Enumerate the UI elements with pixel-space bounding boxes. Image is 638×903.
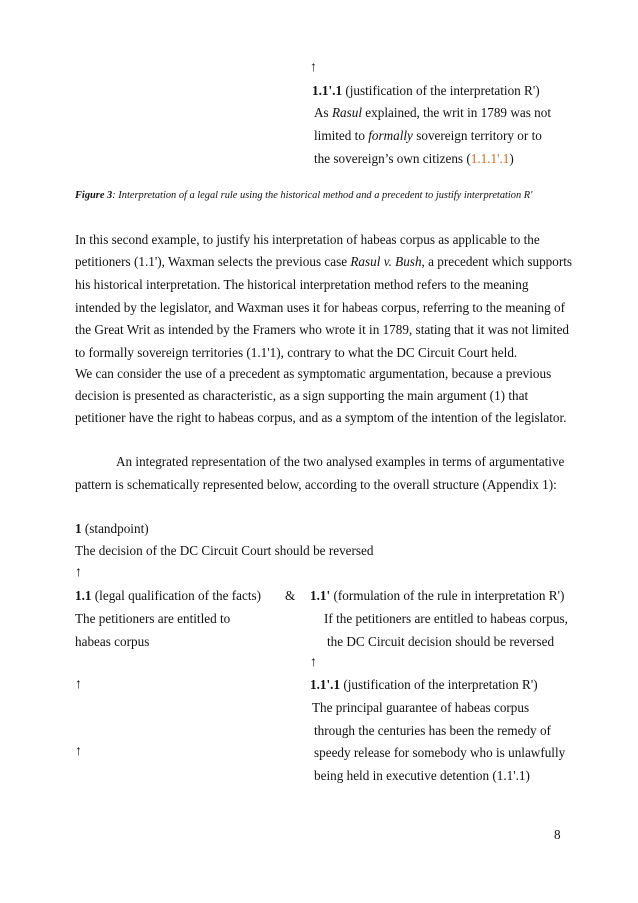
top-node-line-3: [314, 151, 514, 167]
left-node-line-1: The petitioners are entitled to: [75, 611, 231, 626]
left-node-line-2: habeas corpus: [75, 634, 150, 649]
text: , a precedent which supports: [421, 254, 573, 269]
right-node-label: 1.1': [310, 588, 331, 603]
italic-text: formally: [368, 128, 413, 143]
justification-label: 1.1'.1: [310, 677, 341, 692]
italic-text: Rasul: [331, 105, 362, 120]
standpoint-decision: The decision of the DC Circuit Court should be reversed: [75, 543, 374, 558]
case-name: Rasul v. Bush: [350, 254, 422, 269]
support-arrow: ↑: [75, 744, 82, 759]
right-node-line-2: the DC Circuit decision should be reversed: [327, 634, 555, 649]
top-node-text: (justification of the interpretation R'): [342, 83, 540, 98]
figure-caption: [75, 188, 532, 204]
support-arrow: ↑: [75, 677, 82, 692]
text: explained, the writ in 1789 was not: [362, 105, 551, 120]
justification-node-heading: [310, 677, 538, 693]
paragraph-2-line-1: An integrated representation of the two analysed examples in terms of argumentative: [116, 454, 565, 469]
standpoint-text: (standpoint): [81, 521, 149, 536]
top-node-label: 1.1'.1: [312, 83, 343, 98]
standpoint-label: 1: [75, 521, 82, 536]
paragraph-2-line-2: pattern is schematically represented below, according to the overall structure (Appendix 1):: [75, 477, 557, 492]
paragraph-1-line-6: to formally sovereign territories (1.1'1), contrary to what the DC Circuit Court held.: [75, 345, 518, 360]
paragraph-1-line-5: the Great Writ as intended by the Framers who wrote it in 1789, stating that it was not limited: [75, 322, 570, 337]
justification-line-2: through the centuries has been the remedy of: [314, 723, 551, 738]
paragraph-1-line-7: We can consider the use of a precedent as symptomatic argumentation, because a previous: [75, 366, 552, 381]
figure-caption-text: : Interpretation of a legal rule using the historical method and a precedent to justify interpretation R': [112, 190, 533, 201]
justification-line-3: speedy release for somebody who is unlawfully: [314, 745, 566, 760]
right-node-line-1: If the petitioners are entitled to habeas corpus,: [324, 611, 568, 626]
top-node-line-2: [314, 128, 542, 144]
top-node-line-1: [314, 105, 551, 121]
text: ): [509, 151, 514, 166]
justification-line-1: The principal guarantee of habeas corpus: [312, 700, 530, 715]
text: the sovereign’s own citizens (: [314, 151, 471, 166]
standpoint-heading: [75, 521, 149, 537]
paragraph-1-line-1: In this second example, to justify his interpretation of habeas corpus as applicable to the: [75, 232, 540, 247]
paragraph-1-line-8: decision is presented as characteristic, as a sign supporting the main argument (1) that: [75, 388, 529, 403]
justification-line-4: being held in executive detention (1.1'.1): [314, 768, 530, 783]
paragraph-1-line-9: petitioner have the right to habeas corpus, and as a symptom of the intention of the legislator.: [75, 410, 567, 425]
paragraph-1-line-4: intended by the legislator, and Waxman uses it for habeas corpus, referring to the meaning of: [75, 300, 565, 315]
text: petitioners (1.1'), Waxman selects the previous case: [75, 254, 351, 269]
figure-label: Figure 3: [75, 190, 113, 201]
paragraph-1-line-3: his historical interpretation. The historical interpretation method refers to the meaning: [75, 277, 529, 292]
page-number: 8: [554, 827, 561, 842]
left-node-text: (legal qualification of the facts): [91, 588, 262, 603]
right-node-heading: [310, 588, 564, 604]
text: As: [314, 105, 332, 120]
top-node-heading: [312, 83, 540, 99]
paragraph-1-line-2: [75, 254, 572, 270]
coordination-ampersand: &: [285, 588, 296, 603]
right-node-text: (formulation of the rule in interpretation R'): [330, 588, 565, 603]
cross-reference: 1.1.1'.1: [470, 151, 510, 166]
support-arrow: ↑: [75, 565, 82, 580]
text: limited to: [314, 128, 369, 143]
justification-text: (justification of the interpretation R'): [340, 677, 538, 692]
text: sovereign territory or to: [412, 128, 542, 143]
support-arrow: ↑: [310, 655, 317, 670]
support-arrow: ↑: [310, 60, 317, 75]
left-node-heading: [75, 588, 261, 604]
left-node-label: 1.1: [75, 588, 92, 603]
